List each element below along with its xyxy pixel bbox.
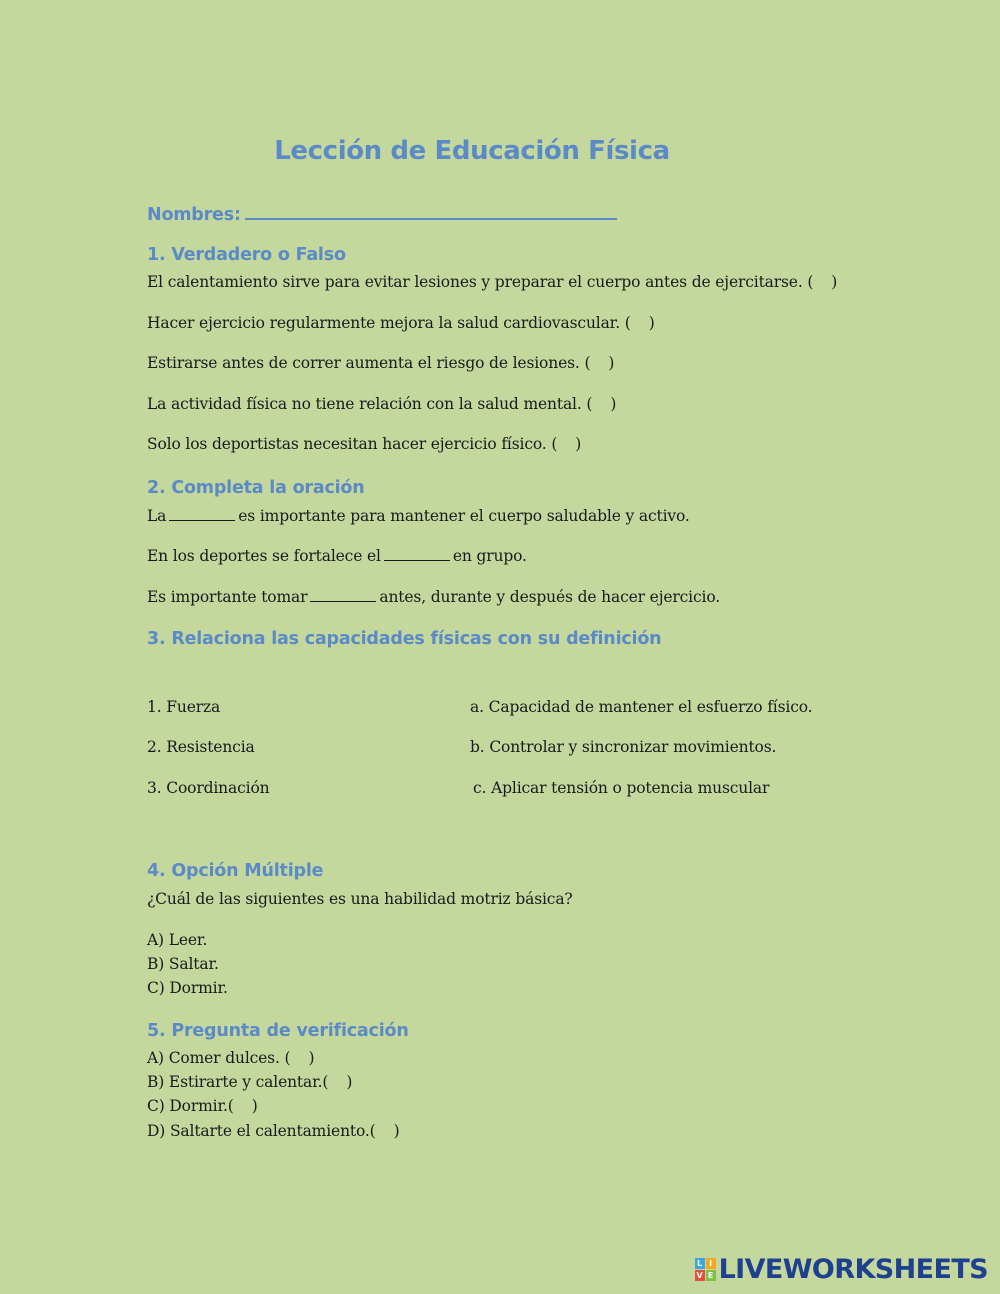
- match-right-item[interactable]: b. Controlar y sincronizar movimientos.: [470, 738, 777, 756]
- tf-item: Estirarse antes de correr aumenta el riesgo de lesiones. ( ): [147, 354, 615, 372]
- section3-heading: 3. Relaciona las capacidades físicas con su definición: [147, 629, 662, 649]
- names-row: [147, 198, 617, 225]
- match-left-item[interactable]: 3. Coordinación: [147, 779, 270, 797]
- verify-option: C) Dormir.( ): [147, 1097, 258, 1115]
- names-input-line[interactable]: [245, 198, 617, 220]
- tf-item: Solo los deportistas necesitan hacer ejercicio físico. ( ): [147, 435, 582, 453]
- mc-question: ¿Cuál de las siguientes es una habilidad motriz básica?: [147, 890, 573, 908]
- logo-icon: L I V E: [695, 1258, 716, 1281]
- mc-option[interactable]: B) Saltar.: [147, 955, 219, 973]
- fill-blank[interactable]: [310, 587, 376, 602]
- mc-option[interactable]: A) Leer.: [147, 931, 208, 949]
- verify-option: B) Estirarte y calentar.( ): [147, 1073, 353, 1091]
- verify-option: A) Comer dulces. ( ): [147, 1049, 315, 1067]
- section4-heading: 4. Opción Múltiple: [147, 861, 324, 881]
- names-label: Nombres:: [147, 205, 241, 225]
- match-left-item[interactable]: 1. Fuerza: [147, 698, 221, 716]
- page-title: Lección de Educación Física: [274, 136, 670, 166]
- fill-item: En los deportes se fortalece el en grupo.: [147, 547, 527, 565]
- fill-item: Es importante tomar antes, durante y después de hacer ejercicio.: [147, 588, 721, 606]
- fill-blank[interactable]: [169, 506, 235, 521]
- match-right-item[interactable]: a. Capacidad de mantener el esfuerzo físico.: [470, 698, 813, 716]
- liveworksheets-logo: [695, 1254, 988, 1285]
- tf-item: Hacer ejercicio regularmente mejora la salud cardiovascular. ( ): [147, 314, 655, 332]
- tf-item: El calentamiento sirve para evitar lesiones y preparar el cuerpo antes de ejercitarse. ( ): [147, 273, 838, 291]
- mc-option[interactable]: C) Dormir.: [147, 979, 228, 997]
- match-left-item[interactable]: 2. Resistencia: [147, 738, 255, 756]
- fill-blank[interactable]: [384, 546, 450, 561]
- section2-heading: 2. Completa la oración: [147, 478, 365, 498]
- fill-item: La es importante para mantener el cuerpo saludable y activo.: [147, 507, 690, 525]
- section1-heading: 1. Verdadero o Falso: [147, 245, 346, 265]
- tf-item: La actividad física no tiene relación con la salud mental. ( ): [147, 395, 617, 413]
- logo-text: LIVEWORKSHEETS: [718, 1254, 988, 1285]
- section5-heading: 5. Pregunta de verificación: [147, 1021, 409, 1041]
- verify-option: D) Saltarte el calentamiento.( ): [147, 1122, 400, 1140]
- match-right-item[interactable]: c. Aplicar tensión o potencia muscular: [473, 779, 770, 797]
